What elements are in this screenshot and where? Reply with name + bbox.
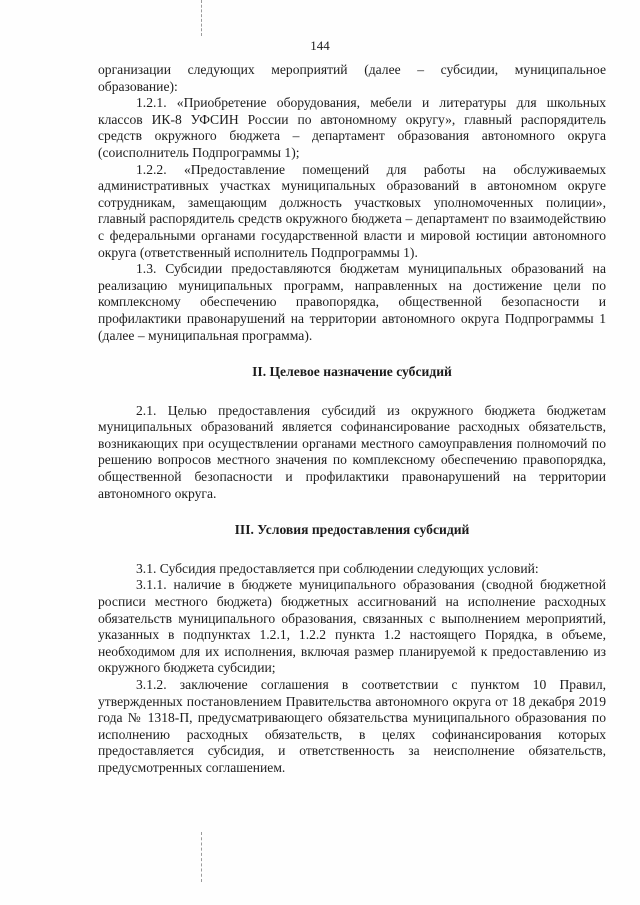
paragraph-continuation: организации следующих мероприятий (далее – субсидии, муниципальное образование): (98, 62, 606, 94)
paragraph-1-3: 1.3. Субсидии предоставляются бюджетам муниципальных образований на реализацию муниципальных программ, направленных на достижение цели по комплексному обеспечению правопорядка, общественной безопасности и профилактики правонарушений на территории автономного округа Подпрограммы 1 (далее – муниципальная программа). (98, 261, 606, 343)
paragraph-3-1: 3.1. Субсидия предоставляется при соблюдении следующих условий: (136, 560, 539, 576)
paragraph-3-1-2: 3.1.2. заключение соглашения в соответствии с пунктом 10 Правил, утвержденных постановлением Правительства автономного округа от 18 декабря 2019 года № 1318-П, предусматривающего обязательства муниципального образования по исполнению расходных обязательств, в целях софинансирования которых предоставляется субсидия, и ответственность за неисполнение обязательств, предусмотренных соглашением. (98, 677, 606, 775)
page-number: 144 (310, 38, 330, 53)
paragraph-3-1-1: 3.1.1. наличие в бюджете муниципального образования (сводной бюджетной росписи местного бюджета) бюджетных ассигнований на исполнение расходных обязательств муниципального образования, связанных с выполнением мероприятий, указанных в подпунктах 1.2.1, 1.2.2 пункта 1.2 настоящего Порядка, в объеме, необходимом для их исполнения, включая размер планируемой к предоставлению из окружного бюджета субсидии; (98, 577, 606, 676)
spacer (98, 539, 606, 561)
section-heading-purpose: II. Целевое назначение субсидий (252, 364, 452, 380)
spacer (98, 502, 606, 522)
paragraph-1-2-2: 1.2.2. «Предоставление помещений для работы на обслуживаемых административных участках муниципальных образований в автономном округе сотрудникам, замещающим должность участковых уполномоченных полиции», главный распорядитель средств окружного бюджета – департамент по взаимодействию с федеральными органами государственной власти и мировой юстиции автономного округа (ответственный исполнитель Подпрограммы 1). (98, 161, 606, 260)
document-body (98, 62, 606, 777)
scan-fold-mark-top (201, 0, 203, 36)
spacer (98, 381, 606, 403)
spacer (98, 344, 606, 364)
paragraph-1-2-1: 1.2.1. «Приобретение оборудования, мебели и литературы для школьных классов ИК-8 УФСИН России по автономному округу», главный распорядитель средств окружного бюджета – департамент образования автономного округа (соисполнитель Подпрограммы 1); (98, 95, 606, 160)
paragraph-2-1: 2.1. Целью предоставления субсидий из окружного бюджета бюджетам муниципальных образований является софинансирование расходных обязательств, возникающих при осуществлении органами местного самоуправления полномочий по решению вопросов местного значения по комплексному обеспечению правопорядка, общественной безопасности и профилактики правонарушений на территории автономного округа. (98, 402, 606, 501)
section-heading-conditions: III. Условия предоставления субсидий (234, 522, 470, 538)
scan-fold-mark-bottom (201, 832, 203, 882)
